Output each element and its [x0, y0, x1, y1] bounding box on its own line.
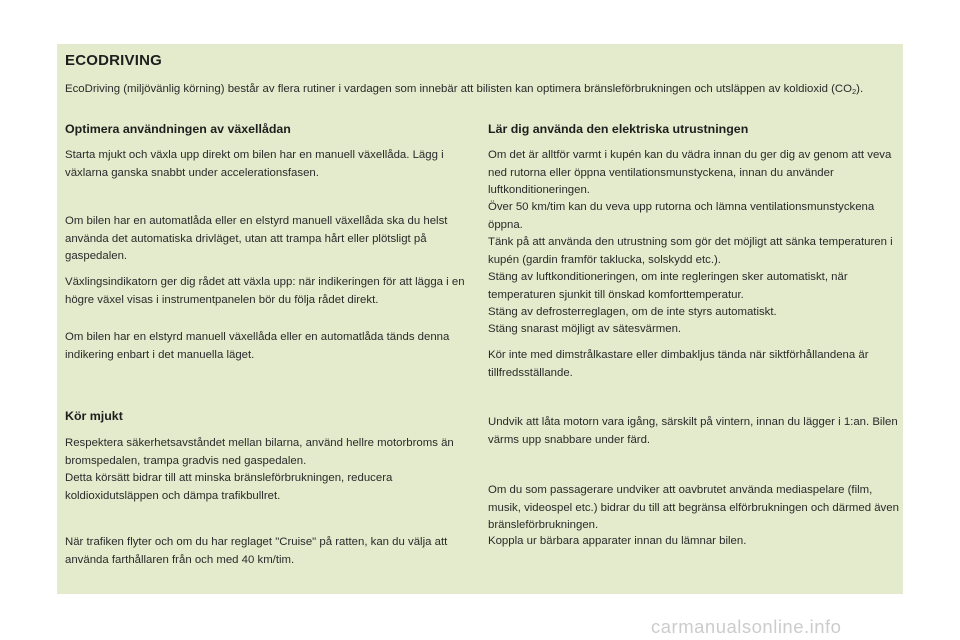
- section-title: ECODRIVING: [65, 52, 163, 69]
- smooth-driving-heading: Kör mjukt: [65, 409, 123, 423]
- electric-paragraph-8: Undvik att låta motorn vara igång, särskilt på vintern, innan du lägger i 1:an. Bilen värms upp snabbare under färd.: [488, 416, 898, 446]
- electric-paragraph-7: Kör inte med dimstrålkastare eller dimbakljus tända när siktförhållandena är tillfredsställande.: [488, 349, 869, 379]
- electric-paragraph-3: Tänk på att använda den utrustning som gör det möjligt att sänka temperaturen i kupén (gardin framför taklucka, solskydd etc.).: [488, 236, 893, 266]
- gearbox-paragraph-2: Om bilen har en automatlåda eller en elstyrd manuell växellåda ska du helst använda det automatiska drivläget, utan att trampa hårt eller plötsligt på gaspedalen.: [65, 215, 448, 263]
- electric-paragraph-9: Om du som passagerare undviker att oavbrutet använda mediaspelare (film, musik, videospel etc.) bidrar du till att begränsa elförbrukningen och därmed även bränsleförbrukningen.: [488, 484, 899, 532]
- co2-subscript: 2: [851, 87, 857, 96]
- electric-paragraph-5: Stäng av defrosterreglagen, om de inte styrs automatiskt.: [488, 306, 777, 318]
- smooth-paragraph-1: Respektera säkerhetsavståndet mellan bilarna, använd hellre motorbroms än bromspedalen, trampa gradvis ned gaspedalen.: [65, 437, 454, 467]
- electric-paragraph-2: Över 50 km/tim kan du veva upp rutorna och lämna ventilationsmunstyckena öppna.: [488, 201, 875, 231]
- electric-paragraph-10: Koppla ur bärbara apparater innan du lämnar bilen.: [488, 535, 747, 547]
- smooth-paragraph-2: Detta körsätt bidrar till att minska bränsleförbrukningen, reducera koldioxidutsläppen och dämpa trafikbullret.: [65, 472, 393, 502]
- watermark-text: carmanualsonline.info: [651, 616, 842, 637]
- electric-paragraph-1: Om det är alltför varmt i kupén kan du vädra innan du ger dig av genom att veva ned rutorna eller öppna ventilationsmunstyckena, innan du använder luftkonditioneringen.: [488, 149, 892, 197]
- smooth-paragraph-3: När trafiken flyter och om du har reglaget "Cruise" på ratten, kan du välja att använda farthållaren från och med 40 km/tim.: [65, 536, 448, 566]
- gearbox-paragraph-3: Växlingsindikatorn ger dig rådet att växla upp: när indikeringen för att lägga i en högre växel visas i instrumentpanelen bör du följa rådet direkt.: [65, 276, 465, 306]
- intro-paragraph: EcoDriving (miljövänlig körning) består av flera rutiner i vardagen som innebär att bilisten kan optimera bränsleförbrukningen och utsläppen av koldioxid $(CO_2)$.: [65, 83, 864, 96]
- electric-paragraph-6: Stäng snarast möjligt av sätesvärmen.: [488, 323, 682, 335]
- gearbox-paragraph-1: Starta mjukt och växla upp direkt om bilen har en manuell växellåda. Lägg i växlarna ganska snabbt under accelerationsfasen.: [65, 149, 444, 179]
- gearbox-paragraph-4: Om bilen har en elstyrd manuell växellåda eller en automatlåda tänds denna indikering enbart i det manuella läget.: [65, 331, 450, 361]
- gearbox-heading: Optimera användningen av växellådan: [65, 122, 291, 136]
- electric-paragraph-4: Stäng av luftkonditioneringen, om inte regleringen sker automatiskt, när temperaturen sjunkit till önskad komforttemperatur.: [488, 271, 848, 301]
- electric-equipment-heading: Lär dig använda den elektriska utrustningen: [488, 122, 749, 136]
